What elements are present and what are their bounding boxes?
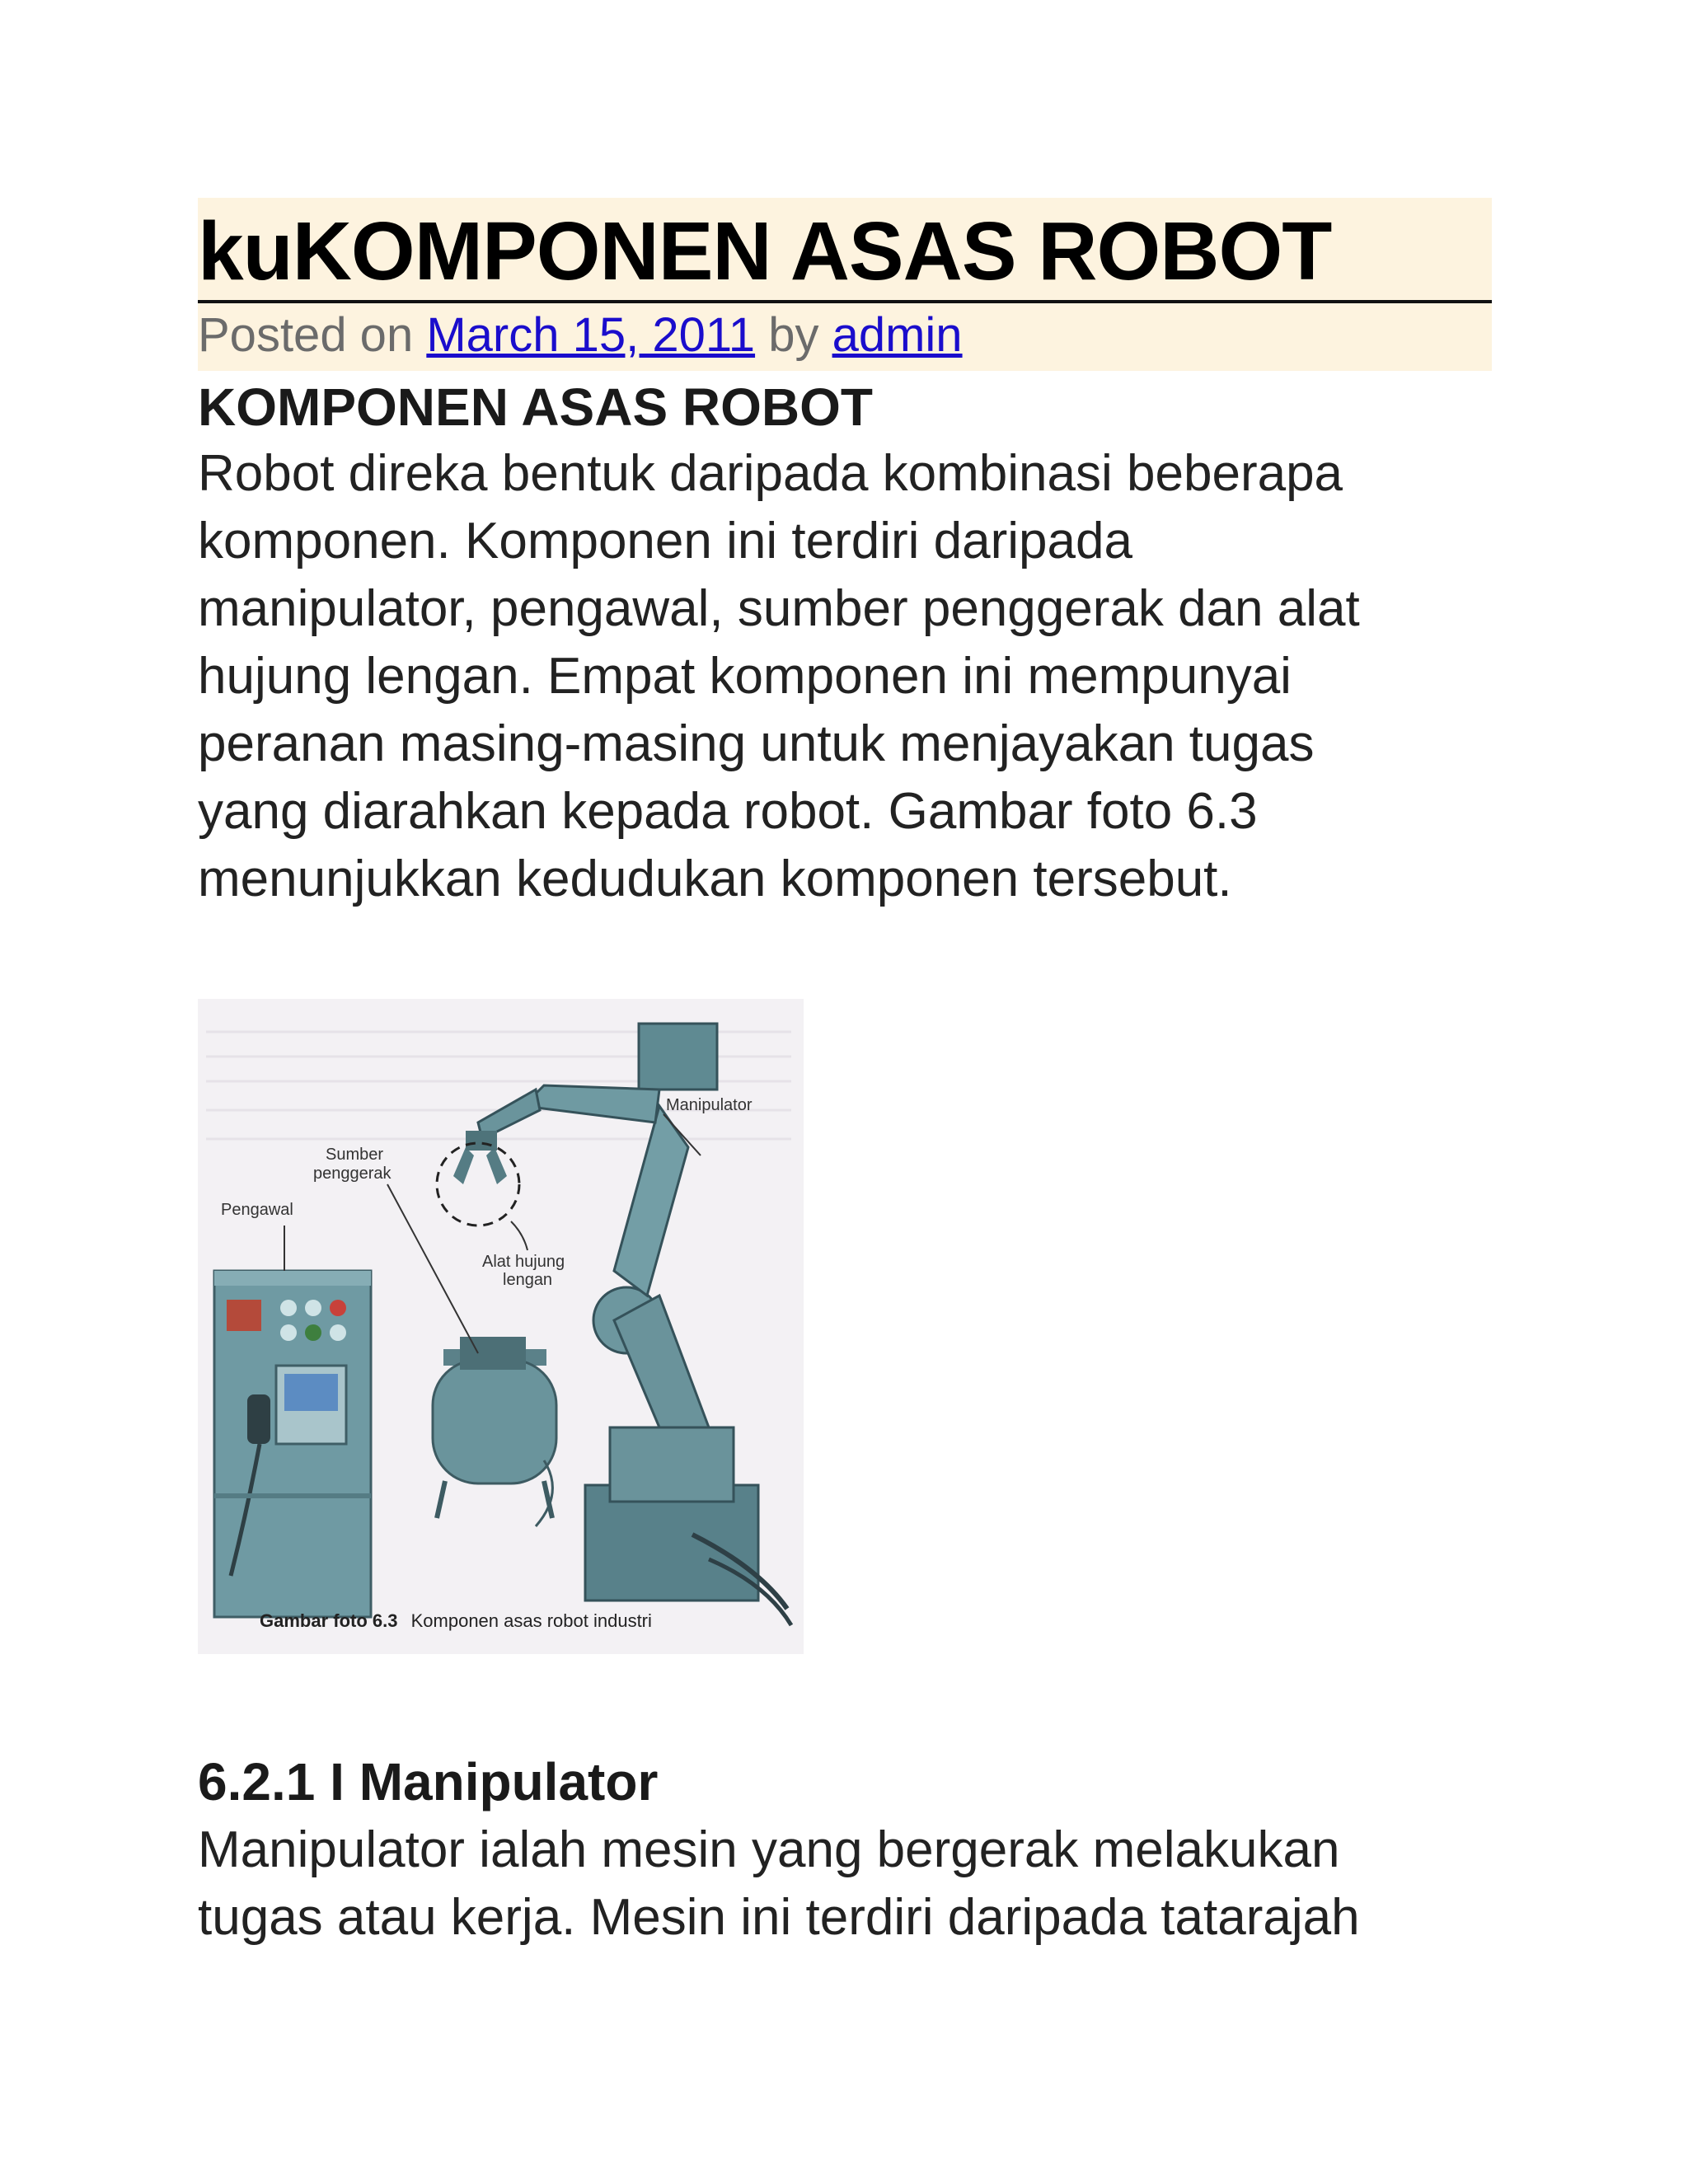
post-header bbox=[198, 198, 1492, 371]
label-alat-2: lengan bbox=[503, 1271, 553, 1289]
label-alat-1: Alat hujung bbox=[482, 1253, 565, 1271]
label-manipulator: Manipulator bbox=[666, 1096, 753, 1114]
post-article bbox=[198, 198, 1492, 1946]
paragraph-line: komponen. Komponen ini terdiri daripada bbox=[198, 513, 1132, 569]
post-date-link[interactable]: March 15, 2011 bbox=[426, 308, 756, 362]
label-pengawal: Pengawal bbox=[221, 1201, 293, 1219]
paragraph-line: manipulator, pengawal, sumber penggerak dan alat bbox=[198, 580, 1360, 637]
manipulator-paragraph bbox=[198, 1816, 1360, 1952]
author-link[interactable]: admin bbox=[832, 308, 963, 362]
paragraph-line: menunjukkan kedudukan komponen tersebut. bbox=[198, 851, 1232, 907]
paragraph-line: yang diarahkan kepada robot. Gambar foto 6.3 bbox=[198, 783, 1258, 840]
paragraph-line: Manipulator ialah mesin yang bergerak melakukan bbox=[198, 1821, 1340, 1878]
paragraph-line: tugas atau kerja. Mesin ini terdiri daripada tatarajah bbox=[198, 1889, 1360, 1946]
controller-cabinet bbox=[214, 1271, 371, 1617]
subsection-heading: 6.2.1 I Manipulator bbox=[198, 1752, 659, 1811]
paragraph-line: hujung lengan. Empat komponen ini mempunyai bbox=[198, 648, 1292, 705]
robot-illustration bbox=[198, 999, 804, 1654]
post-meta bbox=[198, 303, 1492, 371]
caption-label: Gambar foto 6.3 bbox=[260, 1610, 398, 1631]
caption-text: Komponen asas robot industri bbox=[410, 1610, 652, 1631]
paragraph-line: Robot direka bentuk daripada kombinasi beberapa bbox=[198, 445, 1343, 502]
intro-paragraph bbox=[198, 440, 1492, 913]
posted-on-label: Posted on bbox=[198, 308, 414, 362]
figure-caption bbox=[260, 1610, 652, 1631]
post-title: kuKOMPONEN ASAS ROBOT bbox=[198, 198, 1492, 303]
label-sumber-1: Sumber bbox=[326, 1146, 384, 1164]
by-label: by bbox=[768, 308, 819, 362]
section-heading: KOMPONEN ASAS ROBOT bbox=[198, 377, 873, 437]
paragraph-line: peranan masing-masing untuk menjayakan tugas bbox=[198, 715, 1315, 772]
robot-figure bbox=[198, 999, 804, 1654]
label-sumber-2: penggerak bbox=[313, 1165, 392, 1183]
